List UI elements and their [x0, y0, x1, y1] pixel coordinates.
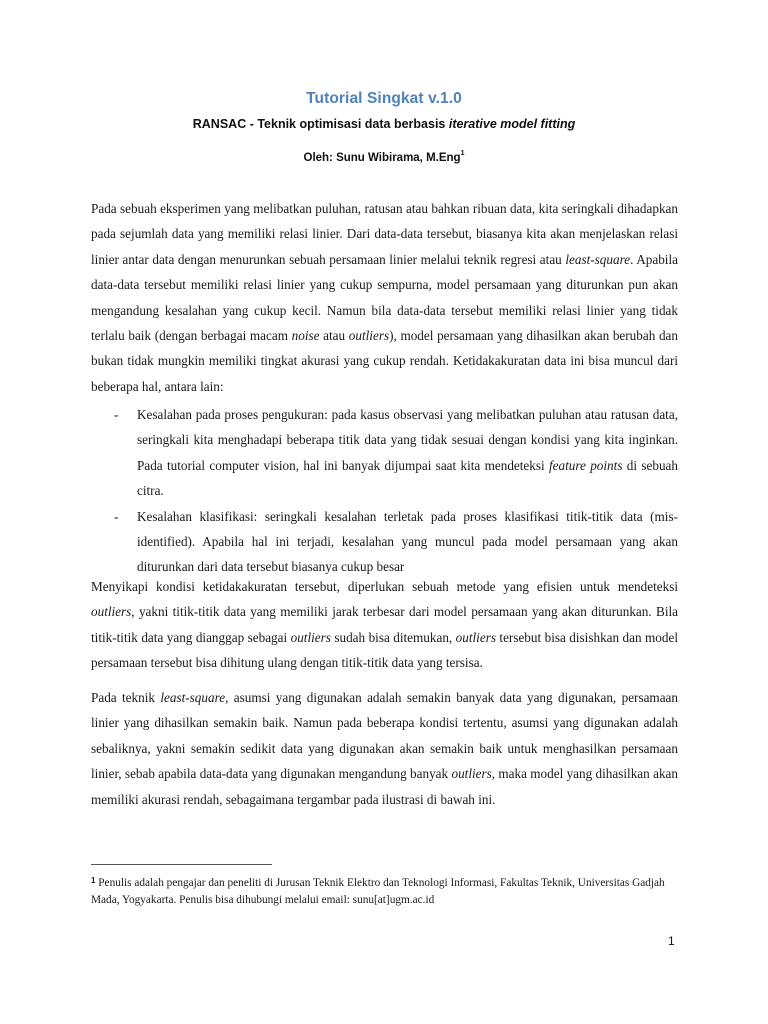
- footnote-number: 1: [91, 876, 96, 885]
- text: sudah bisa ditemukan,: [330, 629, 456, 645]
- text: Pada sebuah eksperimen yang melibatkan puluhan, ratusan atau bahkan ribuan data, kita seringkali dihadapkan pada sejumlah data yang memiliki relasi linier. Dari data-data tersebut, biasanya kita akan menjelaskan relasi linier antar data dengan menurunkan sebuah persamaan linier melalui teknik regresi atau: [91, 201, 678, 267]
- italic-term: outliers: [455, 629, 496, 645]
- footnote-divider: [91, 864, 272, 865]
- text: , yakni titik-titik data yang memiliki jarak terbesar dari model persamaan yang akan diturunkan. Bila titik-titik data yang dianggap sebagai: [91, 604, 678, 645]
- text: di sebuah citra.: [137, 457, 678, 499]
- footnote-ref[interactable]: 1: [460, 150, 465, 157]
- subtitle-text: RANSAC - Teknik optimisasi data berbasis: [192, 117, 449, 131]
- italic-term: feature points: [549, 457, 623, 473]
- text: . Apabila data-data tersebut memiliki relasi linier yang cukup sempurna, model persamaan yang diturunkan pun akan mengandung kesalahan yang cukup kecil. Namun bila data-data tersebut memiliki relasi linier yang tidak terlalu baik (dengan berbagai macam: [91, 251, 678, 344]
- text: , asumsi yang digunakan adalah semakin banyak data yang digunakan, persamaan linier yang dihasilkan semakin baik. Namun pada beberapa kondisi tertentu, asumsi yang digunakan adalah sebaliknya, yakni semakin sedikit data yang digunakan akan semakin baik untuk menghasilkan persamaan linier, sebab apabila data-data yang digunakan mengandung banyak: [91, 690, 678, 782]
- dash-bullet: -: [114, 407, 119, 422]
- paragraph-least-square: [91, 685, 678, 812]
- text: , maka model yang dihasilkan akan memiliki akurasi rendah, sebagaimana tergambar pada ilustrasi di bawah ini.: [91, 766, 678, 807]
- italic-term: outliers: [290, 629, 331, 645]
- paragraph-intro: [91, 196, 678, 399]
- text: Kesalahan pada proses pengukuran: pada kasus observasi yang melibatkan puluhan atau ratusan data, seringkali kita menghadapi beberapa titik data yang tidak sesuai dengan kondisi yang kita inginkan. Pada tutorial computer vision, hal ini banyak dijumpai saat kita mendeteksi: [137, 407, 678, 473]
- footnote: [91, 872, 681, 909]
- italic-term: outliers: [348, 328, 390, 344]
- text: Menyikapi kondisi ketidakakuratan tersebut, diperlukan sebuah metode yang efisien untuk mendeteksi: [91, 579, 678, 594]
- text: Pada teknik: [91, 690, 161, 705]
- document-title: Tutorial Singkat v.1.0: [306, 90, 462, 107]
- footnote-text: Penulis adalah pengajar dan peneliti di Jurusan Teknik Elektro dan Teknologi Informasi, Fakultas Teknik, Universitas Gadjah Mada, Yogyakarta. Penulis bisa dihubungi melalui email: sunu[at]ugm.ac.id: [91, 877, 665, 906]
- subtitle-italic-text: iterative model fitting: [448, 117, 576, 131]
- text: ), model persamaan yang dihasilkan akan berubah dan bukan tidak mungkin memiliki tingkat akurasi yang cukup rendah. Ketidakakuratan data ini bisa muncul dari beberapa hal, antara lain:: [91, 328, 679, 394]
- list-item: [91, 402, 678, 504]
- error-sources-list: [91, 402, 678, 580]
- text: Kesalahan klasifikasi: seringkali kesalahan terletak pada proses klasifikasi titik-titik data (mis-identified). Apabila hal ini terjadi, kesalahan yang muncul pada model persamaan yang akan diturunkan dari data tersebut biasanya cukup besar: [137, 508, 678, 575]
- italic-term: least-square: [160, 690, 226, 705]
- text: atau: [319, 328, 349, 344]
- author-name: Oleh: Sunu Wibirama, M.Eng: [303, 152, 461, 164]
- page-number: 1: [668, 934, 675, 948]
- italic-term: outliers: [91, 604, 132, 620]
- italic-term: noise: [291, 328, 320, 344]
- italic-term: least-square: [565, 251, 631, 267]
- list-item: [91, 504, 678, 580]
- author-line: [0, 150, 768, 164]
- italic-term: outliers: [451, 766, 492, 782]
- document-subtitle: [0, 117, 768, 131]
- paragraph-outliers: [91, 574, 678, 676]
- text: tersebut bisa disishkan dan model persamaan tersebut bisa dihitung ulang dengan titik-titik data yang tersisa.: [91, 629, 679, 671]
- dash-bullet: -: [114, 508, 119, 524]
